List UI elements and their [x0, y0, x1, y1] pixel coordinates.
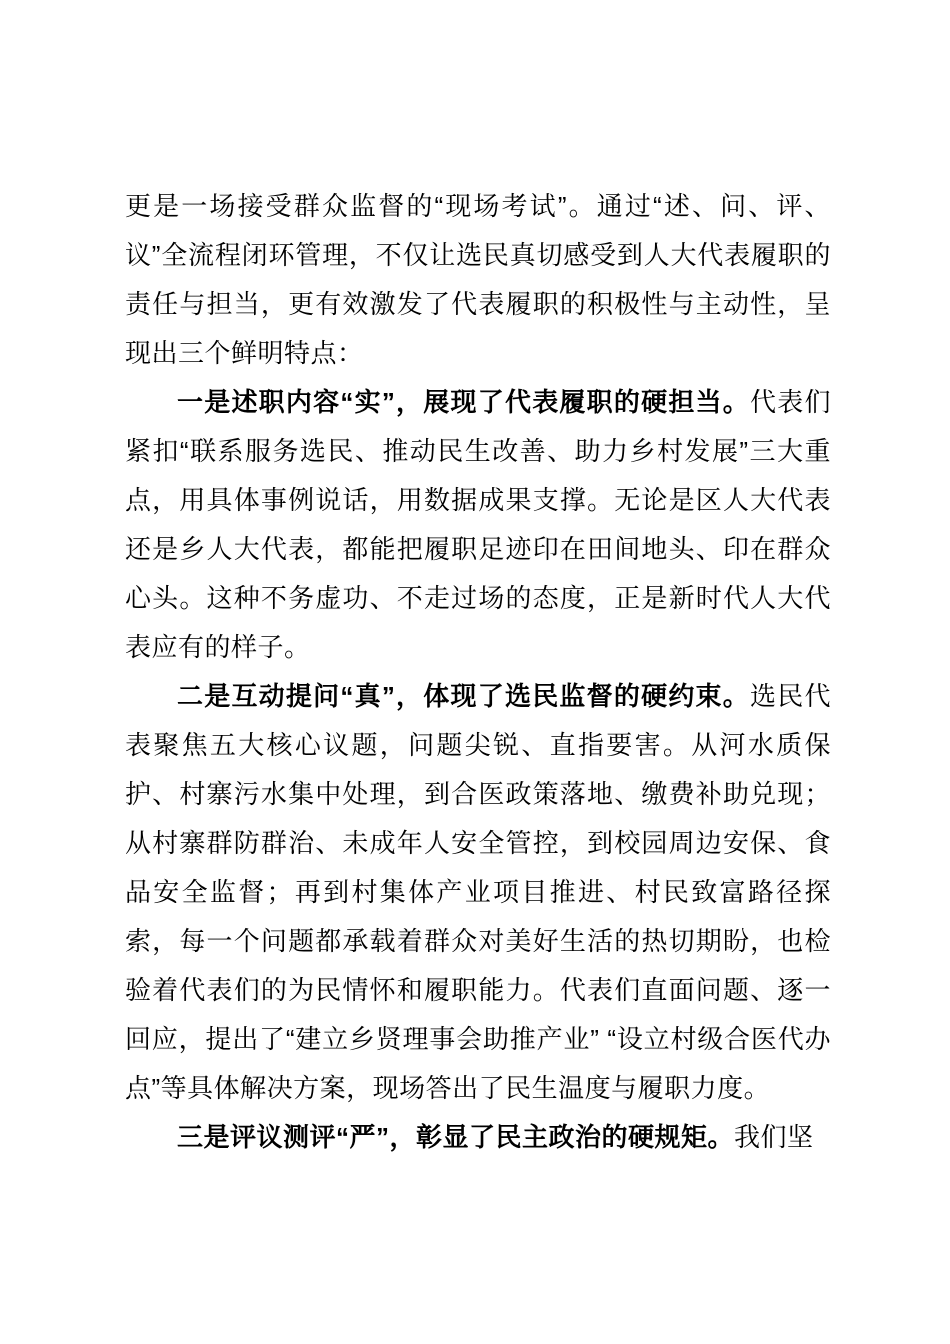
- paragraph: [125, 182, 831, 378]
- paragraph: [125, 1113, 831, 1162]
- paragraph: [125, 378, 831, 672]
- body-text: 更是一场接受群众监督的“现场考试”。通过“述、问、评、议”全流程闭环管理，不仅让选民真切感受到人大代表履职的责任与担当，更有效激发了代表履职的积极性与主动性，呈现出三个鲜明特点：: [125, 191, 831, 368]
- lead-in-bold-text: 三是评议测评“严”，彰显了民主政治的硬规矩。: [177, 1122, 735, 1152]
- paragraph: [125, 672, 831, 1113]
- body-text: 代表们紧扣“联系服务选民、推动民生改善、助力乡村发展”三大重点，用具体事例说话，用数据成果支撑。无论是区人大代表还是乡人大代表，都能把履职足迹印在田间地头、印在群众心头。这种不务虚功、不走过场的态度，正是新时代人大代表应有的样子。: [125, 387, 831, 662]
- lead-in-bold-text: 一是述职内容“实”，展现了代表履职的硬担当。: [177, 387, 751, 417]
- document-body: [125, 182, 831, 1162]
- body-text: 选民代表聚焦五大核心议题，问题尖锐、直指要害。从河水质保护、村寨污水集中处理，到合医政策落地、缴费补助兑现；从村寨群防群治、未成年人安全管控，到校园周边安保、食品安全监督；再到村集体产业项目推进、村民致富路径探索，每一个问题都承载着群众对美好生活的热切期盼，也检验着代表们的为民情怀和履职能力。代表们直面问题、逐一回应，提出了“建立乡贤理事会助推产业” “设立村级合医代办点”等具体解决方案，现场答出了民生温度与履职力度。: [125, 681, 831, 1103]
- lead-in-bold-text: 二是互动提问“真”，体现了选民监督的硬约束。: [177, 681, 751, 711]
- body-text: 我们坚: [734, 1122, 814, 1152]
